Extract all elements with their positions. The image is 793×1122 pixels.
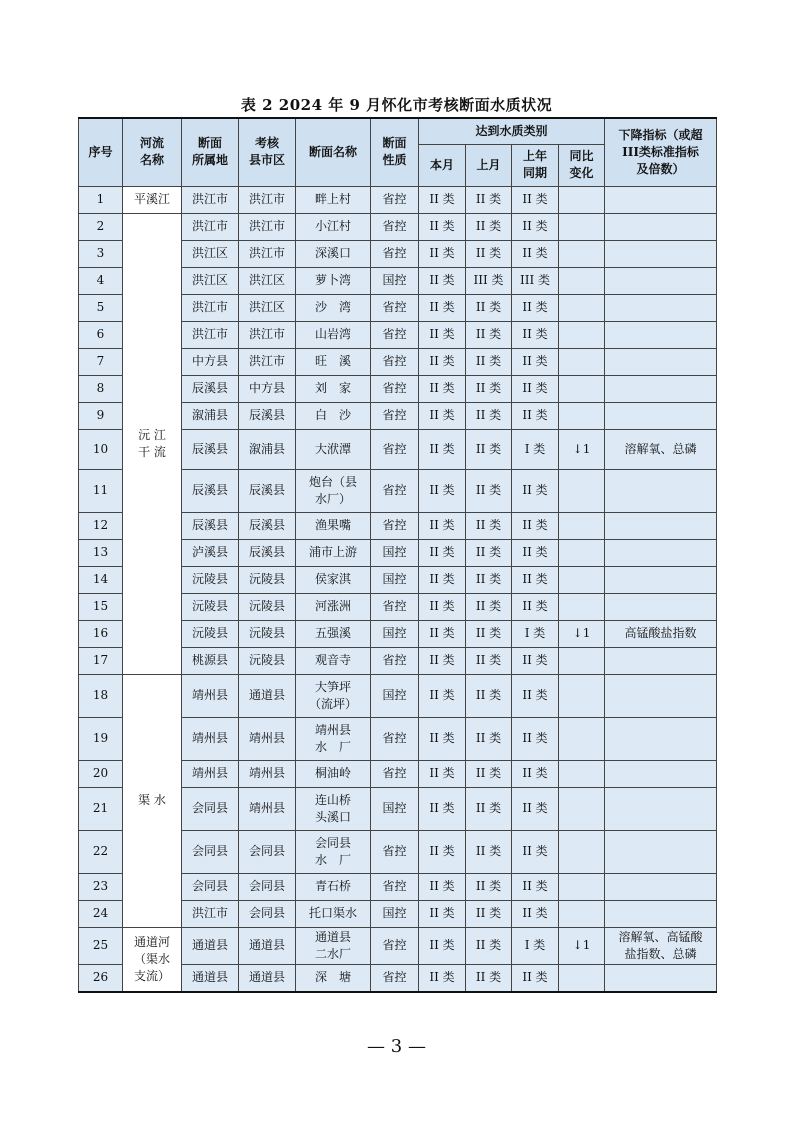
cell-yoy [559,402,605,429]
cell-seq: 13 [79,539,123,566]
cell-last-year: II 类 [512,760,559,787]
cell-last-month: II 类 [466,964,512,992]
header-section-name: 断面名称 [296,118,371,186]
cell-this-month: II 类 [419,830,466,873]
cell-nature: 省控 [371,429,419,469]
cell-seq: 12 [79,512,123,539]
cell-location: 辰溪县 [182,375,239,402]
cell-indicator [605,186,717,213]
cell-yoy [559,375,605,402]
cell-seq: 1 [79,186,123,213]
cell-location: 靖州县 [182,760,239,787]
table-row [79,674,717,717]
cell-section-name: 会同县 水 厂 [296,830,371,873]
cell-nature: 省控 [371,964,419,992]
cell-county: 通道县 [239,964,296,992]
cell-nature: 国控 [371,620,419,647]
header-seq: 序号 [79,118,123,186]
cell-county: 靖州县 [239,717,296,760]
cell-seq: 16 [79,620,123,647]
table-body [79,186,717,992]
cell-nature: 省控 [371,469,419,512]
cell-seq: 19 [79,717,123,760]
cell-river: 平溪江 [123,186,182,213]
cell-this-month: II 类 [419,402,466,429]
header-location: 断面 所属地 [182,118,239,186]
cell-location: 泸溪县 [182,539,239,566]
cell-this-month: II 类 [419,321,466,348]
cell-this-month: II 类 [419,469,466,512]
cell-this-month: II 类 [419,873,466,900]
cell-seq: 23 [79,873,123,900]
cell-nature: 省控 [371,186,419,213]
cell-last-month: II 类 [466,717,512,760]
cell-section-name: 小江村 [296,213,371,240]
header-indicator: 下降指标（或超 III类标准指标 及倍数） [605,118,717,186]
cell-nature: 省控 [371,240,419,267]
cell-indicator [605,294,717,321]
cell-location: 溆浦县 [182,402,239,429]
cell-indicator [605,566,717,593]
cell-last-year: II 类 [512,375,559,402]
cell-last-year: I 类 [512,620,559,647]
cell-last-year: II 类 [512,402,559,429]
cell-indicator: 高锰酸盐指数 [605,620,717,647]
cell-seq: 9 [79,402,123,429]
cell-last-year: II 类 [512,240,559,267]
cell-last-year: II 类 [512,213,559,240]
cell-location: 洪江区 [182,240,239,267]
cell-this-month: II 类 [419,927,466,964]
cell-last-month: II 类 [466,469,512,512]
cell-seq: 24 [79,900,123,927]
cell-nature: 国控 [371,267,419,294]
cell-location: 洪江市 [182,321,239,348]
cell-nature: 省控 [371,321,419,348]
header-last-month: 上月 [466,144,512,186]
cell-location: 洪江市 [182,900,239,927]
header-class-group: 达到水质类别 [419,118,605,144]
cell-indicator [605,593,717,620]
cell-nature: 省控 [371,647,419,674]
cell-indicator [605,213,717,240]
cell-county: 洪江市 [239,186,296,213]
cell-location: 会同县 [182,873,239,900]
cell-yoy [559,717,605,760]
cell-indicator [605,539,717,566]
cell-this-month: II 类 [419,186,466,213]
cell-last-month: II 类 [466,429,512,469]
cell-last-year: III 类 [512,267,559,294]
cell-last-year: II 类 [512,294,559,321]
cell-section-name: 大笋坪 （流坪） [296,674,371,717]
cell-location: 靖州县 [182,717,239,760]
cell-indicator [605,348,717,375]
cell-section-name: 渔果嘴 [296,512,371,539]
cell-last-year: II 类 [512,787,559,830]
cell-location: 洪江区 [182,267,239,294]
cell-river: 渠 水 [123,674,182,927]
cell-seq: 15 [79,593,123,620]
cell-last-year: II 类 [512,512,559,539]
cell-last-year: II 类 [512,873,559,900]
cell-indicator [605,674,717,717]
cell-seq: 20 [79,760,123,787]
cell-yoy [559,348,605,375]
cell-last-year: II 类 [512,348,559,375]
cell-section-name: 萝卜湾 [296,267,371,294]
cell-yoy [559,830,605,873]
cell-location: 辰溪县 [182,512,239,539]
header-nature: 断面 性质 [371,118,419,186]
cell-section-name: 深 塘 [296,964,371,992]
cell-last-month: II 类 [466,375,512,402]
cell-indicator [605,873,717,900]
cell-yoy [559,240,605,267]
cell-last-year: I 类 [512,429,559,469]
cell-yoy [559,512,605,539]
header-this-month: 本月 [419,144,466,186]
cell-yoy [559,267,605,294]
cell-nature: 省控 [371,512,419,539]
header-last-year: 上年 同期 [512,144,559,186]
cell-location: 靖州县 [182,674,239,717]
cell-county: 靖州县 [239,760,296,787]
cell-seq: 4 [79,267,123,294]
cell-last-month: II 类 [466,787,512,830]
table-title: 表 2 2024 年 9 月怀化市考核断面水质状况 [240,96,553,114]
cell-seq: 3 [79,240,123,267]
cell-section-name: 桐油岭 [296,760,371,787]
cell-this-month: II 类 [419,213,466,240]
cell-nature: 省控 [371,348,419,375]
cell-seq: 17 [79,647,123,674]
cell-section-name: 河涨洲 [296,593,371,620]
cell-county: 洪江区 [239,294,296,321]
cell-location: 沅陵县 [182,566,239,593]
cell-nature: 省控 [371,593,419,620]
cell-last-year: II 类 [512,539,559,566]
cell-nature: 省控 [371,760,419,787]
cell-indicator [605,900,717,927]
cell-nature: 国控 [371,674,419,717]
cell-seq: 11 [79,469,123,512]
cell-section-name: 深溪口 [296,240,371,267]
cell-county: 辰溪县 [239,402,296,429]
cell-nature: 国控 [371,900,419,927]
cell-this-month: II 类 [419,240,466,267]
cell-indicator: 溶解氧、总磷 [605,429,717,469]
cell-county: 会同县 [239,900,296,927]
table-row [79,186,717,213]
cell-last-year: II 类 [512,566,559,593]
cell-section-name: 观音寺 [296,647,371,674]
cell-county: 沅陵县 [239,647,296,674]
cell-section-name: 沙 湾 [296,294,371,321]
cell-this-month: II 类 [419,593,466,620]
cell-yoy [559,213,605,240]
cell-last-month: II 类 [466,566,512,593]
cell-last-month: II 类 [466,348,512,375]
cell-indicator [605,787,717,830]
cell-this-month: II 类 [419,294,466,321]
cell-seq: 25 [79,927,123,964]
cell-last-year: II 类 [512,647,559,674]
cell-last-month: II 类 [466,674,512,717]
cell-this-month: II 类 [419,674,466,717]
cell-section-name: 白 沙 [296,402,371,429]
cell-seq: 18 [79,674,123,717]
cell-this-month: II 类 [419,620,466,647]
cell-nature: 国控 [371,539,419,566]
cell-county: 会同县 [239,830,296,873]
cell-this-month: II 类 [419,512,466,539]
cell-section-name: 刘 家 [296,375,371,402]
cell-last-month: II 类 [466,900,512,927]
cell-location: 沅陵县 [182,593,239,620]
water-quality-table [78,117,717,993]
cell-county: 沅陵县 [239,593,296,620]
cell-county: 通道县 [239,927,296,964]
cell-seq: 2 [79,213,123,240]
cell-last-month: II 类 [466,213,512,240]
cell-county: 会同县 [239,873,296,900]
header-yoy: 同比 变化 [559,144,605,186]
cell-last-year: II 类 [512,186,559,213]
cell-indicator [605,240,717,267]
cell-yoy [559,294,605,321]
cell-nature: 省控 [371,402,419,429]
cell-county: 辰溪县 [239,539,296,566]
cell-section-name: 大洑潭 [296,429,371,469]
cell-last-year: II 类 [512,830,559,873]
cell-county: 中方县 [239,375,296,402]
cell-indicator [605,512,717,539]
cell-last-month: III 类 [466,267,512,294]
cell-section-name: 畔上村 [296,186,371,213]
cell-yoy [559,674,605,717]
cell-yoy: ↓1 [559,429,605,469]
cell-section-name: 五强溪 [296,620,371,647]
cell-nature: 省控 [371,213,419,240]
cell-last-month: II 类 [466,240,512,267]
cell-yoy [559,964,605,992]
cell-indicator [605,402,717,429]
cell-indicator [605,375,717,402]
cell-county: 沅陵县 [239,566,296,593]
cell-this-month: II 类 [419,348,466,375]
cell-last-month: II 类 [466,402,512,429]
cell-indicator [605,717,717,760]
cell-last-month: II 类 [466,647,512,674]
cell-section-name: 旺 溪 [296,348,371,375]
cell-seq: 7 [79,348,123,375]
cell-this-month: II 类 [419,267,466,294]
cell-section-name: 浦市上游 [296,539,371,566]
cell-last-month: II 类 [466,593,512,620]
cell-yoy [559,321,605,348]
cell-nature: 省控 [371,830,419,873]
cell-yoy [559,186,605,213]
cell-section-name: 通道县 二水厂 [296,927,371,964]
cell-yoy [559,900,605,927]
cell-seq: 6 [79,321,123,348]
cell-nature: 省控 [371,873,419,900]
header-county: 考核 县市区 [239,118,296,186]
cell-location: 洪江市 [182,186,239,213]
cell-this-month: II 类 [419,375,466,402]
cell-this-month: II 类 [419,964,466,992]
cell-county: 靖州县 [239,787,296,830]
cell-last-year: II 类 [512,674,559,717]
cell-section-name: 山岩湾 [296,321,371,348]
cell-section-name: 托口渠水 [296,900,371,927]
cell-section-name: 青石桥 [296,873,371,900]
cell-seq: 22 [79,830,123,873]
cell-yoy [559,873,605,900]
cell-county: 溆浦县 [239,429,296,469]
cell-this-month: II 类 [419,717,466,760]
cell-last-year: II 类 [512,469,559,512]
header-river: 河流 名称 [123,118,182,186]
cell-this-month: II 类 [419,647,466,674]
cell-location: 桃源县 [182,647,239,674]
cell-last-month: II 类 [466,321,512,348]
cell-indicator [605,647,717,674]
cell-nature: 省控 [371,294,419,321]
cell-this-month: II 类 [419,900,466,927]
cell-location: 洪江市 [182,213,239,240]
cell-last-year: II 类 [512,964,559,992]
cell-this-month: II 类 [419,760,466,787]
cell-section-name: 靖州县 水 厂 [296,717,371,760]
cell-last-month: II 类 [466,539,512,566]
cell-county: 洪江区 [239,267,296,294]
cell-section-name: 炮台（县 水厂） [296,469,371,512]
cell-this-month: II 类 [419,566,466,593]
cell-location: 辰溪县 [182,469,239,512]
cell-last-month: II 类 [466,512,512,539]
cell-location: 辰溪县 [182,429,239,469]
cell-last-month: II 类 [466,760,512,787]
cell-indicator [605,760,717,787]
cell-last-year: II 类 [512,717,559,760]
cell-county: 辰溪县 [239,469,296,512]
cell-county: 辰溪县 [239,512,296,539]
cell-nature: 省控 [371,375,419,402]
cell-seq: 14 [79,566,123,593]
cell-indicator [605,469,717,512]
cell-yoy [559,760,605,787]
cell-last-month: II 类 [466,294,512,321]
cell-yoy [559,787,605,830]
cell-seq: 8 [79,375,123,402]
cell-seq: 21 [79,787,123,830]
cell-last-month: II 类 [466,873,512,900]
cell-location: 沅陵县 [182,620,239,647]
cell-yoy [559,469,605,512]
cell-nature: 国控 [371,566,419,593]
cell-county: 沅陵县 [239,620,296,647]
cell-section-name: 侯家淇 [296,566,371,593]
cell-this-month: II 类 [419,539,466,566]
cell-location: 会同县 [182,787,239,830]
cell-seq: 5 [79,294,123,321]
cell-last-month: II 类 [466,186,512,213]
cell-river: 沅 江 干 流 [123,213,182,674]
cell-yoy [559,539,605,566]
cell-nature: 国控 [371,787,419,830]
cell-last-month: II 类 [466,927,512,964]
cell-location: 会同县 [182,830,239,873]
cell-this-month: II 类 [419,429,466,469]
cell-yoy [559,647,605,674]
cell-indicator: 溶解氧、高锰酸 盐指数、总磷 [605,927,717,964]
cell-county: 洪江市 [239,321,296,348]
cell-seq: 26 [79,964,123,992]
cell-yoy [559,593,605,620]
cell-location: 通道县 [182,964,239,992]
cell-last-year: I 类 [512,927,559,964]
cell-yoy: ↓1 [559,927,605,964]
cell-yoy: ↓1 [559,620,605,647]
cell-location: 通道县 [182,927,239,964]
cell-indicator [605,321,717,348]
cell-seq: 10 [79,429,123,469]
cell-last-year: II 类 [512,593,559,620]
cell-county: 洪江市 [239,213,296,240]
cell-indicator [605,830,717,873]
cell-indicator [605,964,717,992]
cell-nature: 省控 [371,717,419,760]
table-row [79,213,717,240]
cell-location: 中方县 [182,348,239,375]
cell-county: 洪江市 [239,348,296,375]
cell-nature: 省控 [371,927,419,964]
cell-yoy [559,566,605,593]
page-number: — 3 — [367,1036,426,1057]
cell-county: 洪江市 [239,240,296,267]
cell-river: 通道河 （渠水 支流） [123,927,182,992]
cell-county: 通道县 [239,674,296,717]
cell-last-year: II 类 [512,321,559,348]
cell-location: 洪江市 [182,294,239,321]
cell-last-month: II 类 [466,830,512,873]
cell-last-year: II 类 [512,900,559,927]
cell-last-month: II 类 [466,620,512,647]
cell-section-name: 连山桥 头溪口 [296,787,371,830]
table-row [79,927,717,964]
cell-this-month: II 类 [419,787,466,830]
cell-indicator [605,267,717,294]
